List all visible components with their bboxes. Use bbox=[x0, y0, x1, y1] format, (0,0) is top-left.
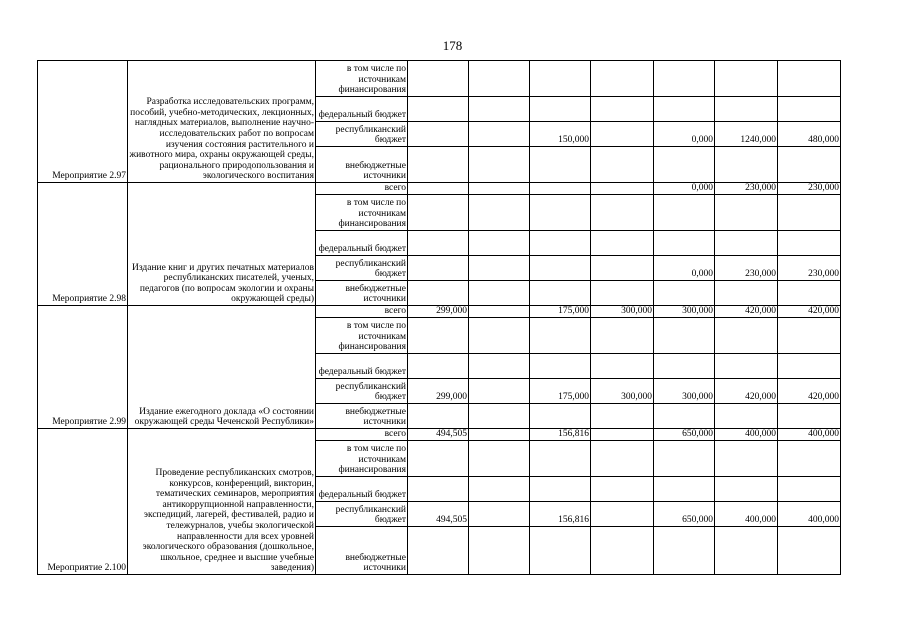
value-cell bbox=[469, 122, 530, 147]
description-cell: Издание ежегодного доклада «О состоянии окружающей среды Чеченской Республики» bbox=[128, 306, 316, 429]
value-cell bbox=[591, 147, 654, 183]
value-cell: 300,000 bbox=[591, 379, 654, 404]
value-cell bbox=[591, 404, 654, 429]
value-cell bbox=[715, 147, 778, 183]
value-cell bbox=[530, 256, 591, 281]
value-cell bbox=[530, 183, 591, 195]
value-cell bbox=[469, 231, 530, 256]
value-cell bbox=[469, 183, 530, 195]
value-cell bbox=[715, 281, 778, 306]
source-label: всего bbox=[316, 183, 408, 195]
value-cell bbox=[591, 183, 654, 195]
value-cell bbox=[408, 318, 469, 354]
value-cell: 299,000 bbox=[408, 379, 469, 404]
value-cell bbox=[591, 477, 654, 502]
source-label: федеральный бюджет bbox=[316, 477, 408, 502]
value-cell: 400,000 bbox=[778, 502, 841, 527]
value-cell bbox=[530, 404, 591, 429]
value-cell bbox=[654, 477, 715, 502]
value-cell bbox=[715, 318, 778, 354]
value-cell: 300,000 bbox=[654, 379, 715, 404]
source-label: в том числе по источникам финансирования bbox=[316, 195, 408, 231]
value-cell: 156,816 bbox=[530, 502, 591, 527]
source-label: в том числе по источникам финансирования bbox=[316, 61, 408, 97]
value-cell bbox=[654, 97, 715, 122]
value-cell bbox=[469, 306, 530, 318]
value-cell bbox=[591, 318, 654, 354]
value-cell bbox=[654, 195, 715, 231]
value-cell bbox=[469, 256, 530, 281]
value-cell bbox=[654, 231, 715, 256]
value-cell bbox=[469, 97, 530, 122]
table-row bbox=[38, 61, 841, 97]
value-cell: 300,000 bbox=[591, 306, 654, 318]
value-cell bbox=[469, 195, 530, 231]
value-cell bbox=[715, 354, 778, 379]
source-label: всего bbox=[316, 306, 408, 318]
value-cell bbox=[778, 231, 841, 256]
page-number: 178 bbox=[442, 38, 463, 53]
activity-cell: Мероприятие 2.100 bbox=[38, 429, 128, 575]
value-cell bbox=[530, 318, 591, 354]
value-cell bbox=[408, 61, 469, 97]
value-cell bbox=[591, 122, 654, 147]
value-cell bbox=[654, 61, 715, 97]
value-cell: 299,000 bbox=[408, 306, 469, 318]
value-cell bbox=[469, 527, 530, 575]
value-cell bbox=[654, 354, 715, 379]
value-cell bbox=[654, 404, 715, 429]
value-cell bbox=[591, 231, 654, 256]
value-cell bbox=[778, 281, 841, 306]
source-label: республиканский бюджет bbox=[316, 122, 408, 147]
value-cell bbox=[778, 61, 841, 97]
value-cell: 1240,000 bbox=[715, 122, 778, 147]
value-cell bbox=[408, 97, 469, 122]
value-cell bbox=[408, 231, 469, 256]
value-cell: 400,000 bbox=[778, 429, 841, 441]
value-cell bbox=[530, 195, 591, 231]
value-cell: 0,000 bbox=[654, 183, 715, 195]
value-cell: 494,505 bbox=[408, 429, 469, 441]
value-cell bbox=[591, 502, 654, 527]
description-cell: Проведение республиканских смотров, конкурсов, конференций, викторин, тематических семинаров, мероприятия антикоррупционной направленности, экспедиций, лагерей, фестивалей, радио и тележурналов, учебы экологической направленности для всех уровней экологического образования (дошкольное, школьное, среднее и высшие учебные заведения) bbox=[128, 429, 316, 575]
value-cell: 420,000 bbox=[778, 379, 841, 404]
value-cell bbox=[778, 147, 841, 183]
value-cell: 230,000 bbox=[778, 183, 841, 195]
value-cell bbox=[469, 354, 530, 379]
source-label: республиканский бюджет bbox=[316, 379, 408, 404]
value-cell bbox=[530, 527, 591, 575]
value-cell bbox=[591, 256, 654, 281]
value-cell bbox=[778, 441, 841, 477]
value-cell bbox=[591, 195, 654, 231]
value-cell bbox=[408, 147, 469, 183]
value-cell: 650,000 bbox=[654, 502, 715, 527]
description-cell: Разработка исследовательских программ, пособий, учебно-методических, лекционных, наглядных материалов, выполнение научно-исследовательских работ по вопросам изучения состояния растительного и животного мира, охраны окружающей среды, рационального природопользования и экологического воспитания bbox=[128, 61, 316, 183]
source-label: внебюджетные источники bbox=[316, 404, 408, 429]
finance-table bbox=[37, 60, 841, 575]
value-cell: 420,000 bbox=[715, 306, 778, 318]
value-cell bbox=[469, 429, 530, 441]
value-cell bbox=[408, 195, 469, 231]
value-cell: 150,000 bbox=[530, 122, 591, 147]
value-cell bbox=[469, 147, 530, 183]
value-cell bbox=[469, 61, 530, 97]
table-row bbox=[38, 306, 841, 318]
source-label: федеральный бюджет bbox=[316, 231, 408, 256]
value-cell bbox=[469, 502, 530, 527]
value-cell bbox=[591, 97, 654, 122]
value-cell bbox=[408, 256, 469, 281]
value-cell bbox=[715, 404, 778, 429]
value-cell bbox=[654, 281, 715, 306]
value-cell bbox=[408, 281, 469, 306]
value-cell bbox=[469, 281, 530, 306]
activity-cell: Мероприятие 2.97 bbox=[38, 61, 128, 183]
value-cell bbox=[469, 441, 530, 477]
value-cell bbox=[715, 61, 778, 97]
value-cell bbox=[408, 527, 469, 575]
value-cell: 400,000 bbox=[715, 502, 778, 527]
value-cell: 230,000 bbox=[715, 183, 778, 195]
value-cell bbox=[408, 183, 469, 195]
value-cell bbox=[530, 441, 591, 477]
table-row bbox=[38, 183, 841, 195]
source-label: всего bbox=[316, 429, 408, 441]
value-cell: 400,000 bbox=[715, 429, 778, 441]
value-cell bbox=[715, 195, 778, 231]
value-cell bbox=[530, 281, 591, 306]
value-cell bbox=[530, 61, 591, 97]
description-cell: Издание книг и других печатных материалов республиканских писателей, ученых, педагогов (по вопросам экологии и охраны окружающей среды) bbox=[128, 183, 316, 306]
value-cell: 420,000 bbox=[715, 379, 778, 404]
value-cell bbox=[469, 318, 530, 354]
value-cell bbox=[469, 404, 530, 429]
value-cell bbox=[715, 477, 778, 502]
value-cell bbox=[654, 318, 715, 354]
value-cell bbox=[591, 61, 654, 97]
value-cell: 230,000 bbox=[715, 256, 778, 281]
value-cell bbox=[591, 354, 654, 379]
source-label: республиканский бюджет bbox=[316, 502, 408, 527]
source-label: внебюджетные источники bbox=[316, 527, 408, 575]
value-cell: 230,000 bbox=[778, 256, 841, 281]
source-label: в том числе по источникам финансирования bbox=[316, 441, 408, 477]
value-cell bbox=[530, 147, 591, 183]
source-label: федеральный бюджет bbox=[316, 97, 408, 122]
value-cell bbox=[530, 97, 591, 122]
value-cell: 156,816 bbox=[530, 429, 591, 441]
value-cell bbox=[715, 231, 778, 256]
source-label: республиканский бюджет bbox=[316, 256, 408, 281]
value-cell bbox=[469, 477, 530, 502]
activity-cell: Мероприятие 2.98 bbox=[38, 183, 128, 306]
value-cell bbox=[530, 231, 591, 256]
value-cell bbox=[591, 281, 654, 306]
value-cell: 0,000 bbox=[654, 256, 715, 281]
value-cell bbox=[778, 404, 841, 429]
value-cell: 175,000 bbox=[530, 379, 591, 404]
value-cell bbox=[715, 97, 778, 122]
value-cell bbox=[408, 122, 469, 147]
source-label: федеральный бюджет bbox=[316, 354, 408, 379]
value-cell: 650,000 bbox=[654, 429, 715, 441]
value-cell: 420,000 bbox=[778, 306, 841, 318]
source-label: внебюджетные источники bbox=[316, 147, 408, 183]
value-cell bbox=[778, 354, 841, 379]
value-cell bbox=[654, 441, 715, 477]
source-label: в том числе по источникам финансирования bbox=[316, 318, 408, 354]
value-cell bbox=[469, 379, 530, 404]
value-cell bbox=[778, 97, 841, 122]
value-cell bbox=[408, 354, 469, 379]
value-cell: 300,000 bbox=[654, 306, 715, 318]
value-cell bbox=[715, 441, 778, 477]
value-cell bbox=[654, 147, 715, 183]
value-cell: 175,000 bbox=[530, 306, 591, 318]
value-cell bbox=[530, 477, 591, 502]
value-cell bbox=[591, 527, 654, 575]
value-cell bbox=[778, 318, 841, 354]
value-cell bbox=[715, 527, 778, 575]
value-cell bbox=[778, 527, 841, 575]
value-cell: 494,505 bbox=[408, 502, 469, 527]
value-cell bbox=[408, 404, 469, 429]
value-cell: 480,000 bbox=[778, 122, 841, 147]
value-cell bbox=[778, 195, 841, 231]
activity-cell: Мероприятие 2.99 bbox=[38, 306, 128, 429]
value-cell bbox=[530, 354, 591, 379]
value-cell bbox=[591, 429, 654, 441]
table-row bbox=[38, 429, 841, 441]
source-label: внебюджетные источники bbox=[316, 281, 408, 306]
value-cell bbox=[778, 477, 841, 502]
value-cell: 0,000 bbox=[654, 122, 715, 147]
value-cell bbox=[408, 441, 469, 477]
value-cell bbox=[654, 527, 715, 575]
value-cell bbox=[408, 477, 469, 502]
value-cell bbox=[591, 441, 654, 477]
